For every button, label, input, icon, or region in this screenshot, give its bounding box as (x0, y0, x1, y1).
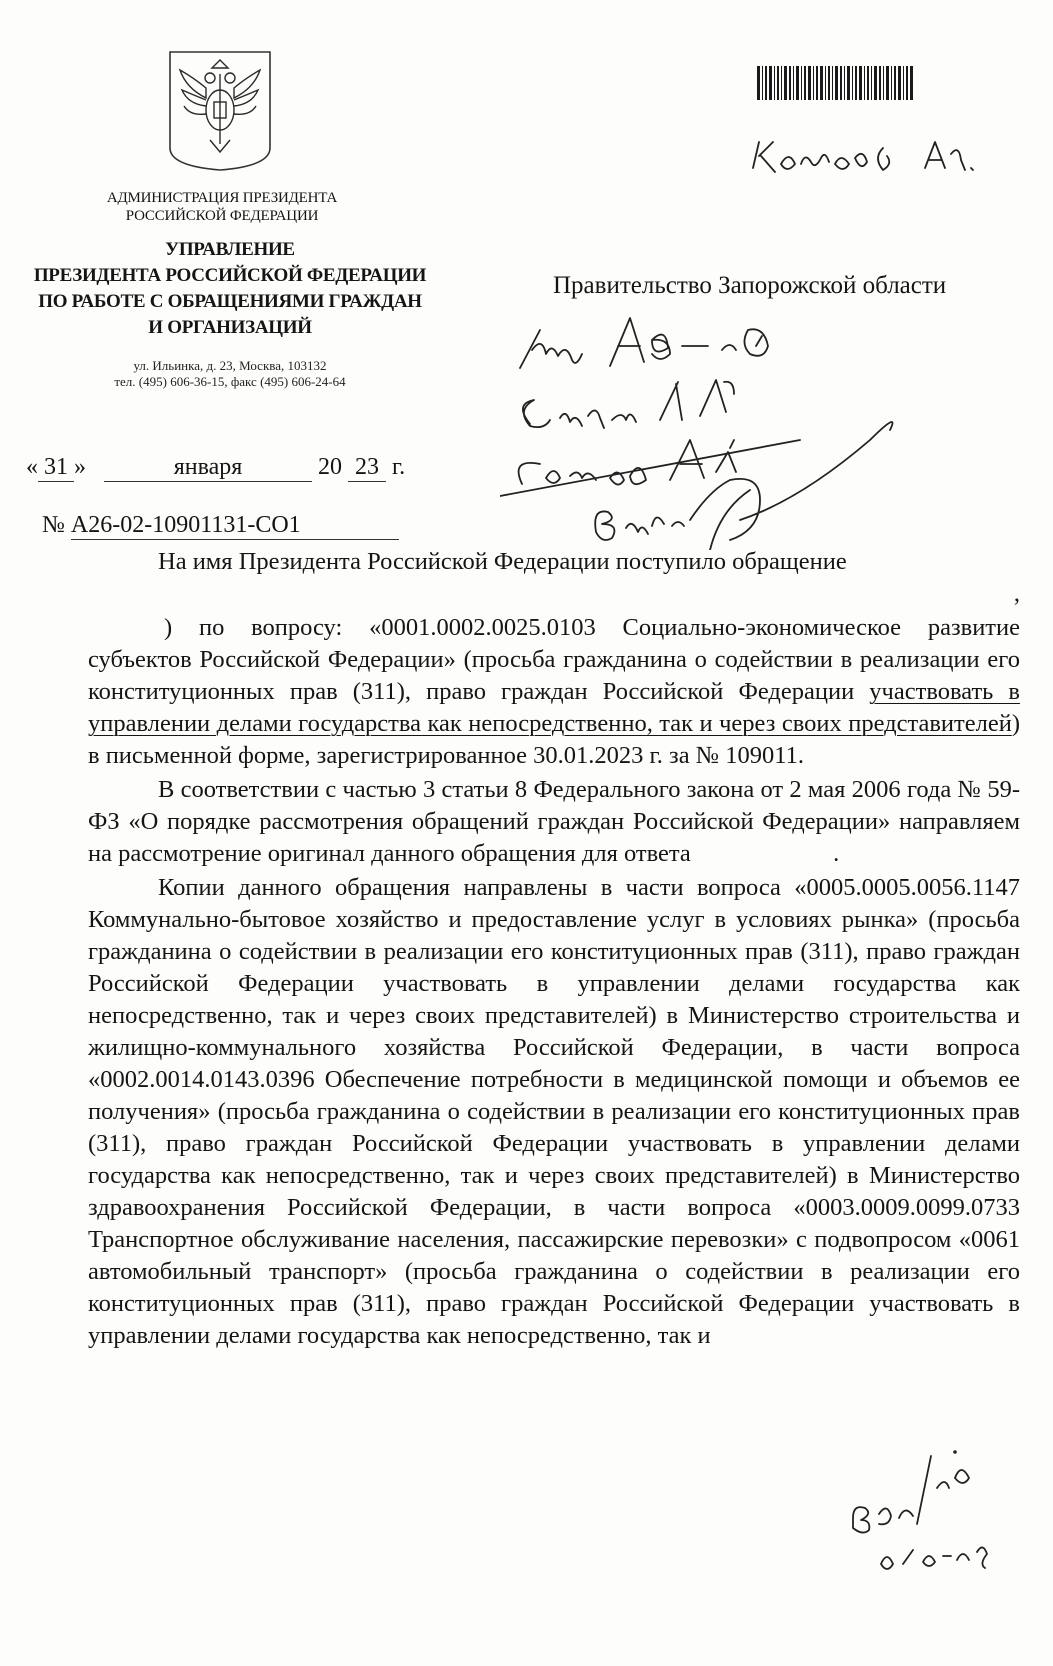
date-year-prefix: 20 (318, 454, 342, 480)
admin-line-1: АДМИНИСТРАЦИЯ ПРЕЗИДЕНТА (106, 190, 338, 206)
paragraph-1 (88, 546, 1020, 578)
recipient: Правительство Запорожской области (553, 272, 947, 299)
barcode-icon (757, 66, 917, 102)
p1-redacted-line (88, 580, 1020, 610)
administration-title (62, 189, 382, 225)
date-month: января (104, 454, 312, 482)
dept-line-4: И ОРГАНИЗАЦИЙ (148, 317, 312, 338)
number-value: А26-02-10901131-СО1 (71, 512, 399, 540)
p1-cont-a: ) по вопросу: «0001.0002.0025.0103 Социально-экономическое развитие субъектов Российской Федерации» (просьба гражданина о содействии в реализации его конституционных прав (311), право граждан Российской Федерации (88, 614, 1020, 705)
p2-end: . (833, 840, 840, 867)
admin-line-2: РОССИЙСКОЙ ФЕДЕРАЦИИ (125, 208, 319, 224)
address-line-1: ул. Ильинка, д. 23, Москва, 103132 (133, 358, 327, 373)
paragraph-2 (88, 774, 1020, 870)
p1-cont-b: ) в письменной форме, зарегистрированное 30.01.2023 г. за № 109011. (88, 710, 1020, 769)
p2-main: В соответствии с частью 3 статьи 8 Федерального закона от 2 мая 2006 года № 59-ФЗ «О порядке рассмотрения обращений граждан Российской Федерации» направляем на рассмотрение оригинал данного обращения для ответа (88, 776, 1020, 867)
dept-line-3: ПО РАБОТЕ С ОБРАЩЕНИЯМИ ГРАЖДАН (38, 291, 422, 312)
dept-line-1: УПРАВЛЕНИЕ (165, 239, 295, 260)
paragraph-1-cont (88, 612, 1020, 772)
redaction-block (88, 613, 164, 641)
dept-line-2: ПРЕЗИДЕНТА РОССИЙСКОЙ ФЕДЕРАЦИИ (33, 265, 427, 286)
date-year (318, 454, 405, 482)
handwritten-resolution (500, 300, 940, 550)
p1-comma: , (1013, 580, 1020, 607)
date-line: « 31 » (26, 454, 86, 480)
number-label: № (42, 512, 65, 538)
date-year-unit: г. (392, 454, 406, 480)
date-year-suffix: 23 (348, 454, 386, 482)
coat-of-arms-icon (166, 48, 274, 174)
redaction-block (88, 580, 962, 610)
address-line-2: тел. (495) 606-36-15, факс (495) 606-24-64 (114, 374, 346, 389)
handwritten-registration-mark (845, 1448, 1005, 1578)
p1-start: На имя Президента Российской Федерации поступило обращение (158, 548, 847, 575)
sender-address (40, 358, 420, 390)
handwritten-name-signature (745, 128, 985, 188)
department-title (20, 237, 440, 341)
redaction-block (697, 839, 785, 867)
redaction-block (791, 839, 833, 867)
date-day: 31 (38, 454, 74, 482)
p1-underlined: участвовать в управлении делами государства как непосредственно, так и через своих представителей (88, 678, 1020, 737)
letter-body (88, 546, 1020, 1352)
document-number (42, 512, 399, 540)
paragraph-3: Копии данного обращения направлены в части вопроса «0005.0005.0056.1147 Коммунально-бытовое хозяйство и предоставление услуг в условиях рынка» (просьба гражданина о содействии в реализации его конституционных прав (311), право граждан Российской Федерации участвовать в управлении делами государства как непосредственно, так и через своих представителей) в Министерство строительства и жилищно-коммунального хозяйства Российской Федерации, в части вопроса «0002.0014.0143.0396 Обеспечение потребности в медицинской помощи и объемов ее получения» (просьба гражданина о содействии в реализации его конституционных прав (311), право граждан Российской Федерации участвовать в управлении делами государства как непосредственно, так и через своих представителей) в Министерство здравоохранения Российской Федерации, в части вопроса «0003.0009.0099.0733 Транспортное обслуживание населения, пассажирские перевозки» с подвопросом «0061 автомобильный транспорт» (просьба гражданина о содействии в реализации его конституционных прав (311), право граждан Российской Федерации участвовать в управлении делами государства как непосредственно, так и (88, 874, 1020, 1349)
